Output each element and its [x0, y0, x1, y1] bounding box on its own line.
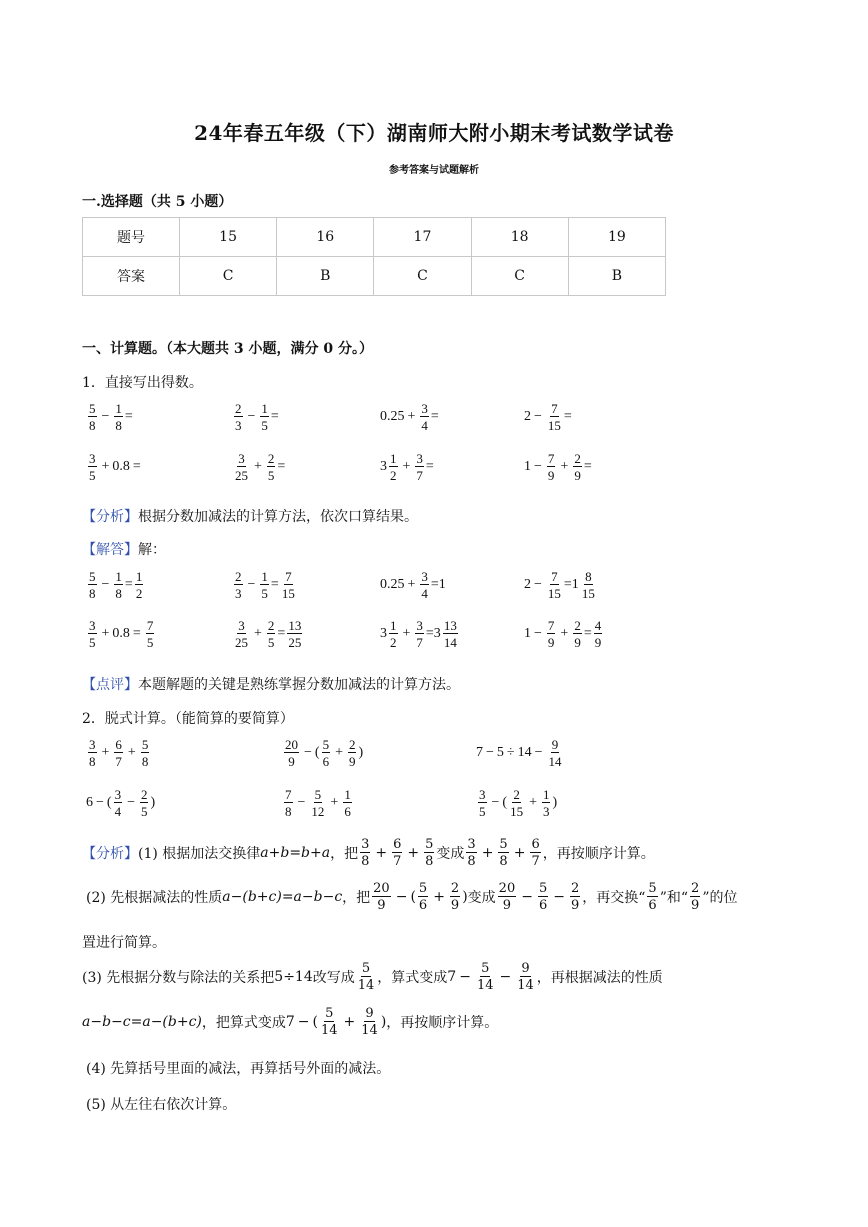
table-cell: B [568, 257, 665, 296]
table-cell: 题号 [83, 218, 180, 257]
table-cell: B [277, 257, 374, 296]
analysis-paragraph-5: (5) 从左往右依次计算。 [86, 1097, 237, 1113]
table-cell: C [471, 257, 568, 296]
analysis-paragraph-4: (4) 先算括号里面的减法，再算括号外面的减法。 [86, 1061, 391, 1077]
analysis-text: 根据分数加减法的计算方法，依次口算结果。 [138, 509, 418, 525]
math-expression: 2 3 − $\frac{1}{5}$ = $\frac{7}{15}$ [235, 569, 295, 601]
analysis-tag: 【分析】 [82, 509, 138, 525]
analysis-paragraph-2-cont: 置进行简算。 [82, 935, 166, 951]
math-expression: 2 − $\frac{7}{15}$ = [524, 401, 572, 433]
math-expression: 3 25 + $\frac{2}{5}$ = $\frac{13}{25}$ [235, 618, 302, 650]
answer-table [82, 217, 666, 296]
page-title: 24年春五年级（下）湖南师大附小期末考试数学试卷 [194, 121, 674, 145]
math-expression: 7 8 − $\frac{5}{12}$ + $\frac{1}{6}$ [285, 787, 351, 819]
math-expression: 3 8 + $\frac{6}{7}$ + $\frac{5}{8}$ [89, 737, 149, 769]
math-expression: 3 1 2 + $\frac{3}{7}$ = [380, 451, 434, 483]
math-expression: 2 − $\frac{7}{15}$ =1 8 15 [524, 569, 595, 601]
math-expression: 3 5 − ( 2 15 + $\frac{1}{3}$ ) [479, 787, 558, 819]
analysis-paragraph-3: (3) 先根据分数与除法的关系把 5÷14 改写成 5 14 ，算式变成 7 − $\frac{5}{14}$ − $\frac{9}{14}$ ，再根据减法的性质 [82, 961, 663, 993]
table-cell: 15 [180, 218, 277, 257]
math-expression: 2 3 − $\frac{1}{5}$ = [235, 401, 279, 433]
math-expression: 1 − $\frac{7}{9}$ + $\frac{2}{9}$ = $\frac{4}{9}$ [524, 618, 602, 650]
analysis-paragraph-1: 【分析】 (1) 根据加法交换律 a+b=b+a ，把 3 8 + $\frac{6}{7}$ + $\frac{5}{8}$ 变成 3 8 + $\frac{5}{8}$ + $\frac{6}{7}$ ，再按顺序计算。 [82, 837, 655, 869]
comment-tag: 【点评】 [82, 677, 138, 693]
table-cell: C [180, 257, 277, 296]
table-cell: 17 [374, 218, 471, 257]
answer-block [82, 539, 166, 559]
page-subtitle: 参考答案与试题解析 [389, 165, 479, 176]
table-row [83, 218, 666, 257]
math-expression: 5 8 − $\frac{1}{8}$ = [89, 401, 133, 433]
analysis-block [82, 506, 418, 526]
math-expression: 3 25 + $\frac{2}{5}$ = [235, 451, 286, 483]
math-expression: 3 1 2 + $\frac{3}{7}$ =3 13 14 [380, 618, 457, 650]
table-cell: 答案 [83, 257, 180, 296]
math-expression: 1 − $\frac{7}{9}$ + $\frac{2}{9}$ = [524, 451, 592, 483]
math-expression: 3 5 + 0.8 = [89, 451, 141, 483]
answer-text: 解： [138, 542, 166, 558]
table-cell: 16 [277, 218, 374, 257]
math-expression: 5 8 − $\frac{1}{8}$ = $\frac{1}{2}$ [89, 569, 143, 601]
math-expression: 0.25 + $\frac{3}{4}$ = [380, 401, 439, 433]
math-expression: 3 5 + 0.8 = $\frac{7}{5}$ [89, 618, 154, 650]
math-expression: 20 9 − ( 5 6 + $\frac{2}{9}$ ) [285, 737, 364, 769]
table-cell: 19 [568, 218, 665, 257]
comment-block [82, 674, 460, 694]
section-heading-choice: 一.选择题（共 5 小题） [82, 194, 233, 210]
table-cell: 18 [471, 218, 568, 257]
table-cell: C [374, 257, 471, 296]
analysis-tag: 【分析】 [82, 846, 138, 862]
answer-tag: 【解答】 [82, 542, 138, 558]
table-row [83, 257, 666, 296]
question-1-label: 1．直接写出得数。 [82, 375, 203, 391]
math-expression: 6 − ( 3 4 − $\frac{2}{5}$ ) [86, 787, 156, 819]
section-heading-calc: 一、计算题。（本大题共 3 小题，满分 0 分。） [82, 341, 373, 357]
math-expression: 7 − 5 ÷ 14 − $\frac{9}{14}$ [476, 737, 562, 769]
math-expression: 0.25 + $\frac{3}{4}$ =1 [380, 569, 446, 601]
analysis-paragraph-2: (2) 先根据减法的性质 a−(b+c)=a−b−c ，把 20 9 − ( 5 6 + $\frac{2}{9}$ ) 变成 20 9 − $\frac{5}{6}$ − $\frac{2}{9}$ ，再交换“ 5 6 ”和“ 2 9 ”的位 [86, 881, 738, 913]
comment-text: 本题解题的关键是熟练掌握分数加减法的计算方法。 [138, 677, 460, 693]
analysis-paragraph-3-cont: a−b−c=a−(b+c) ，把算式变成 7 − ( 5 14 + $\frac{9}{14}$ ) ，再按顺序计算。 [82, 1006, 499, 1038]
question-2-label: 2．脱式计算。（能简算的要简算） [82, 711, 294, 727]
